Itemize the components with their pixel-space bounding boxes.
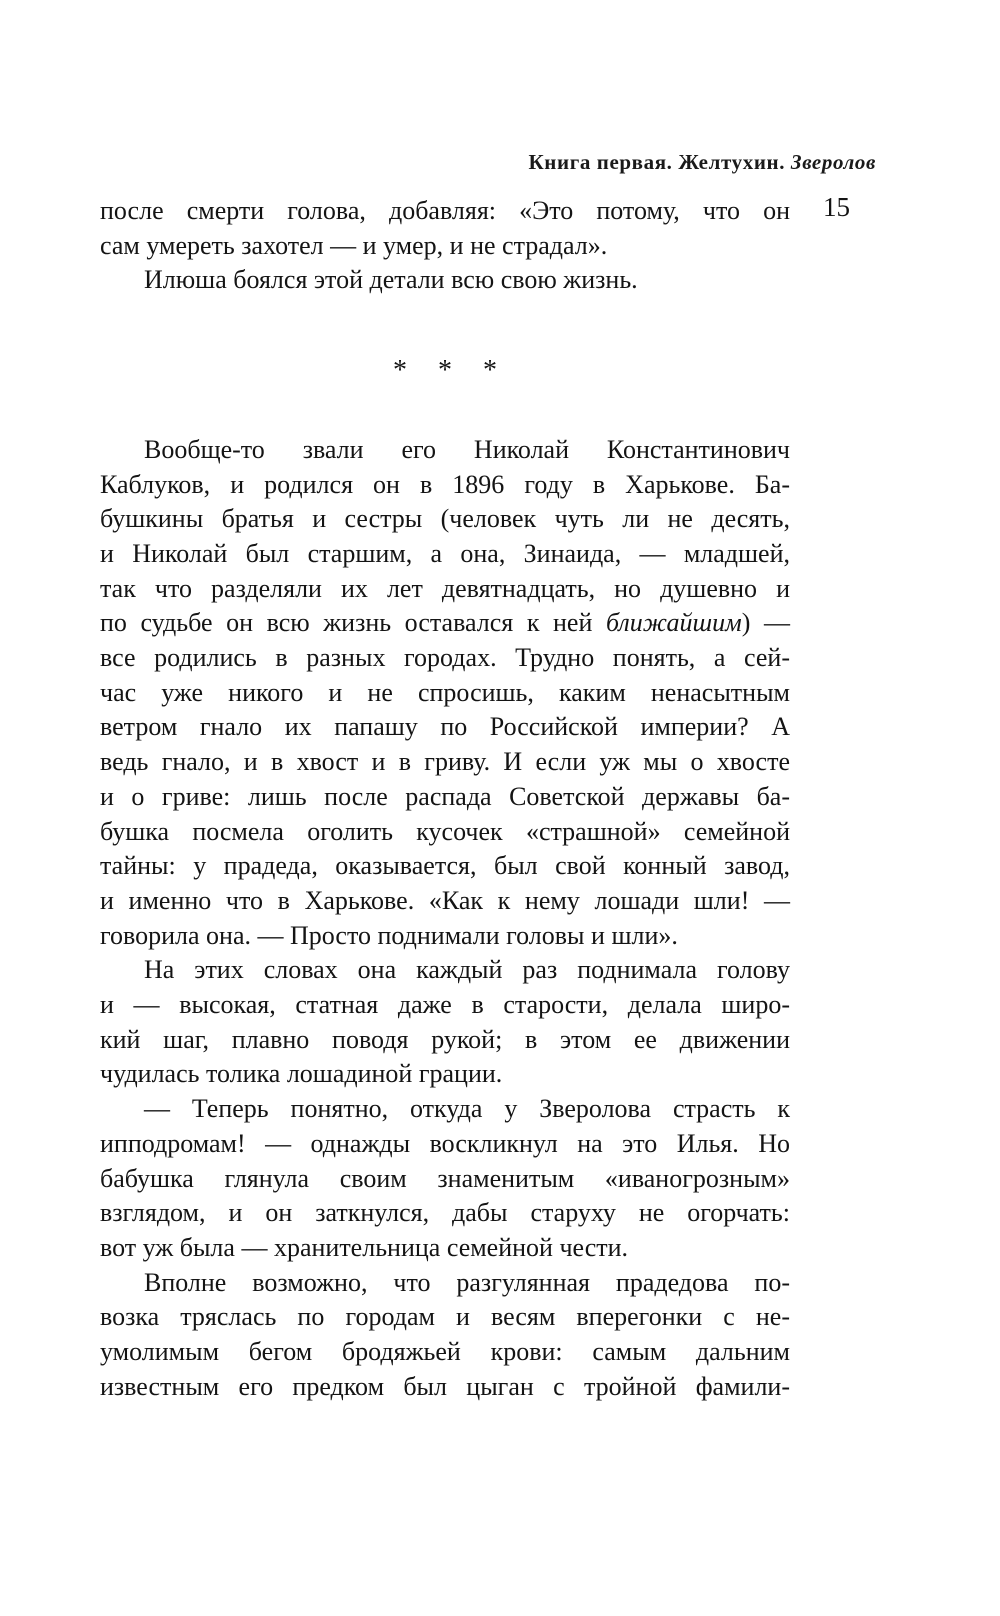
text-line: бабушка глянула своим знаменитым «иваногрозным» xyxy=(100,1163,790,1193)
text-line: и о гриве: лишь после распада Советской державы ба- xyxy=(100,781,790,811)
text-line: кий шаг, плавно поводя рукой; в этом ее движении xyxy=(100,1024,790,1054)
text-line: бушка посмела оголить кусочек «страшной» семейной xyxy=(100,816,790,846)
text-line: известным его предком был цыган с тройной фамили- xyxy=(100,1371,790,1401)
paragraph xyxy=(100,433,790,954)
running-header-chapter: Зверолов xyxy=(790,150,876,174)
text-line: вот уж была — хранительница семейной чести. xyxy=(100,1232,629,1262)
text-line: все родились в разных городах. Трудно понять, а сей- xyxy=(100,643,790,673)
text-line: и — высокая, статная даже в старости, делала широ- xyxy=(100,990,790,1020)
text-line: и именно что в Харькове. «Как к нему лошади шли! — xyxy=(100,885,790,915)
paragraph xyxy=(100,1092,790,1266)
text-line: Вообще-то звали его Николай Константинович xyxy=(144,434,790,464)
running-header-title: Книга первая. Желтухин. xyxy=(528,150,791,174)
text-line: — Теперь понятно, откуда у Зверолова страсть к xyxy=(144,1094,790,1124)
paragraph xyxy=(100,263,790,298)
text-line: На этих словах она каждый раз поднимала голову xyxy=(144,955,790,985)
page-number: 15 xyxy=(823,192,850,222)
text-line: Илюша боялся этой детали всю свою жизнь. xyxy=(144,265,638,295)
opening-paragraphs xyxy=(100,194,790,298)
text-block xyxy=(100,194,790,1405)
text-line: чудилась толика лошадиной грации. xyxy=(100,1059,503,1089)
text-line: тайны: у прадеда, оказывается, был свой конный завод, xyxy=(100,851,790,881)
text-line: ветром гнало их папашу по Российской империи? А xyxy=(100,712,790,742)
text-line: сам умереть захотел — и умер, и не страдал». xyxy=(100,230,608,260)
paragraph xyxy=(100,953,790,1092)
text-line: после смерти голова, добавляя: «Это потому, что он xyxy=(100,196,790,225)
text-line: взглядом, и он заткнулся, дабы старуху не огорчать: xyxy=(100,1198,790,1228)
text-line: ведь гнало, и в хвост и в гриву. И если уж мы о хвосте xyxy=(100,747,790,777)
running-header xyxy=(528,150,876,175)
text-line: умолимым бегом бродяжьей крови: самым дальним xyxy=(100,1337,790,1367)
paragraph xyxy=(100,1266,790,1405)
text-line: так что разделяли их лет девятнадцать, но душевно и xyxy=(100,573,790,603)
text-line: Каблуков, и родился он в 1896 году в Харькове. Ба- xyxy=(100,469,790,499)
text-line: ипподромам! — однажды воскликнул на это Илья. Но xyxy=(100,1128,790,1158)
text-line: по судьбе он всю жизнь оставался к ней ближайшим) — xyxy=(100,608,790,638)
paragraph xyxy=(100,194,790,263)
text-line: бушкины братья и сестры (человек чуть ли не десять, xyxy=(100,504,790,534)
text-line: час уже никого и не спросишь, каким ненасытным xyxy=(100,677,790,707)
main-paragraphs xyxy=(100,433,790,1405)
text-line: Вполне возможно, что разгулянная прадедова по- xyxy=(144,1267,790,1297)
text-line: и Николай был старшим, а она, Зинаида, — младшей, xyxy=(100,538,790,568)
text-line: говорила она. — Просто поднимали головы и шли». xyxy=(100,920,678,950)
section-separator: * * * xyxy=(393,355,497,387)
text-line: возка тряслась по городам и весям вперегонки с не- xyxy=(100,1302,790,1332)
